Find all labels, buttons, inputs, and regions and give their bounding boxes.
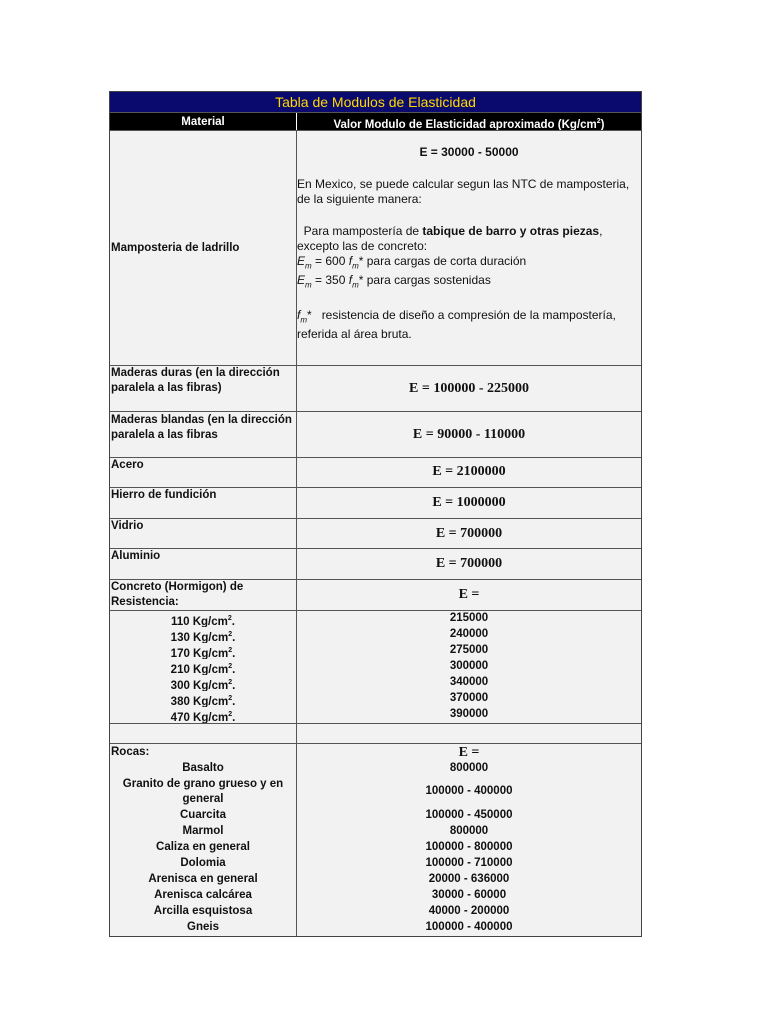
concrete-value: 215000 xyxy=(449,612,489,624)
concrete-strength: 300 $Kg/cm^2$. xyxy=(110,675,297,691)
concrete-value: 300000 xyxy=(449,660,489,672)
material-value: E = 1000000 xyxy=(432,495,506,510)
elasticity-table xyxy=(109,91,642,937)
header-value-sup: 2 xyxy=(596,118,601,125)
masonry-eq1: $E_m = 600$ $f_m*$ para cargas de corta duración xyxy=(297,254,527,271)
concrete-strength: 130 $Kg/cm^2$. xyxy=(110,627,297,643)
concrete-value: 370000 xyxy=(449,692,489,704)
masonry-para-b: , excepto las de concreto: xyxy=(297,224,603,253)
rock-value: 100000 - 710000 xyxy=(425,857,513,869)
rock-row xyxy=(110,761,641,777)
material-value: E = 700000 xyxy=(435,526,503,541)
material-name: Maderas blandas (en la dirección paralela a las fibras xyxy=(110,412,297,457)
concrete-row xyxy=(110,691,641,707)
rock-value: 100000 - 450000 xyxy=(425,809,513,821)
masonry-label xyxy=(110,131,297,365)
material-value: E = 90000 - 110000 xyxy=(412,426,526,442)
rock-row xyxy=(110,856,641,872)
rock-name: Arenisca en general xyxy=(110,872,297,888)
rocks-label: Rocas: xyxy=(110,744,297,761)
rock-row xyxy=(110,920,641,936)
rock-name: Caliza en general xyxy=(110,840,297,856)
masonry-content xyxy=(297,131,641,365)
rock-name: Gneis xyxy=(110,920,297,936)
rock-row xyxy=(110,777,641,808)
rock-name: Cuarcita xyxy=(110,808,297,824)
concrete-value: 275000 xyxy=(449,644,489,656)
material-row xyxy=(110,548,641,579)
material-name: Hierro de fundición xyxy=(110,488,297,518)
masonry-para-a: Para mampostería de xyxy=(297,224,423,238)
rock-name: Basalto xyxy=(110,761,297,777)
header-value-text: Valor Modulo de Elasticidad aproximado (Kg/cm xyxy=(333,118,597,130)
concrete-row xyxy=(110,675,641,691)
material-row xyxy=(110,411,641,457)
material-name: Maderas duras (en la dirección paralela a las fibras) xyxy=(110,366,297,411)
rock-value: 100000 - 800000 xyxy=(425,841,513,853)
material-name: Aluminio xyxy=(110,549,297,579)
concrete-e-label: E = xyxy=(458,587,480,602)
masonry-para xyxy=(297,224,641,254)
concrete-row xyxy=(110,643,641,659)
material-value: E = 700000 xyxy=(435,556,503,571)
rock-row xyxy=(110,840,641,856)
masonry-row xyxy=(110,130,641,365)
concrete-strength: 210 $Kg/cm^2$. xyxy=(110,659,297,675)
concrete-value: 390000 xyxy=(449,708,489,720)
header-value-close: ) xyxy=(600,118,605,130)
concrete-header-row xyxy=(110,579,641,610)
table-header-row xyxy=(110,112,641,130)
concrete-row xyxy=(110,659,641,675)
concrete-label: Concreto (Hormigon) de Resistencia: xyxy=(110,580,297,610)
rock-value: 800000 xyxy=(449,762,489,774)
rock-row xyxy=(110,824,641,840)
material-row xyxy=(110,365,641,411)
concrete-row xyxy=(110,627,641,643)
concrete-strength: 380 $Kg/cm^2$. xyxy=(110,691,297,707)
rocks-e-label: E = xyxy=(458,745,480,760)
rock-name: Arenisca calcárea xyxy=(110,888,297,904)
concrete-block xyxy=(110,610,641,723)
rock-row xyxy=(110,904,641,920)
rock-name: Dolomia xyxy=(110,856,297,872)
table-title: Tabla de Modulos de Elasticidad xyxy=(275,94,476,110)
material-value: E = 100000 - 225000 xyxy=(409,380,529,396)
rock-value: 100000 - 400000 xyxy=(425,785,513,797)
rock-name: Arcilla esquistosa xyxy=(110,904,297,920)
header-value xyxy=(297,113,641,130)
masonry-para-bold: tabique de barro y otras piezas xyxy=(422,224,600,238)
masonry-e-value: E = 30000 - 50000 xyxy=(419,145,519,159)
masonry-intro: En Mexico, se puede calcular segun las NTC de mamposteria, de la siguiente manera: xyxy=(297,177,630,206)
header-material: Material xyxy=(110,113,297,130)
concrete-value: 240000 xyxy=(449,628,489,640)
material-row xyxy=(110,457,641,487)
material-name: Acero xyxy=(110,458,297,487)
material-row xyxy=(110,518,641,548)
rock-value: 800000 xyxy=(449,825,489,837)
masonry-eq2: $E_m = 350$ $f_m*$ para cargas sostenidas xyxy=(297,273,491,290)
rocks-header-row xyxy=(110,743,641,761)
rock-value: 100000 - 400000 xyxy=(425,921,513,933)
rock-row xyxy=(110,872,641,888)
empty-row xyxy=(110,723,641,743)
concrete-row xyxy=(110,611,641,627)
table-title-row xyxy=(110,92,641,112)
concrete-strength: 470 $Kg/cm^2$. xyxy=(110,707,297,723)
concrete-row xyxy=(110,707,641,723)
rock-row xyxy=(110,888,641,904)
masonry-label-text: Mamposteria de ladrillo xyxy=(111,241,240,254)
concrete-strength: 170 $Kg/cm^2$. xyxy=(110,643,297,659)
concrete-value: 340000 xyxy=(449,676,489,688)
rock-value: 30000 - 60000 xyxy=(431,889,507,901)
material-row xyxy=(110,487,641,518)
rock-name: Granito de grano grueso y en general xyxy=(110,777,297,808)
masonry-definition: $f_m*$ resistencia de diseño a compresión de la mampostería, referida al área bruta. xyxy=(297,307,620,342)
rock-name: Marmol xyxy=(110,824,297,840)
concrete-strength: 110 $Kg/cm^2$. xyxy=(110,611,297,627)
rock-value: 40000 - 200000 xyxy=(428,905,510,917)
rock-value: 20000 - 636000 xyxy=(428,873,510,885)
material-name: Vidrio xyxy=(110,519,297,548)
rock-row xyxy=(110,808,641,824)
rocks-block xyxy=(110,761,641,936)
material-value: E = 2100000 xyxy=(432,464,506,479)
